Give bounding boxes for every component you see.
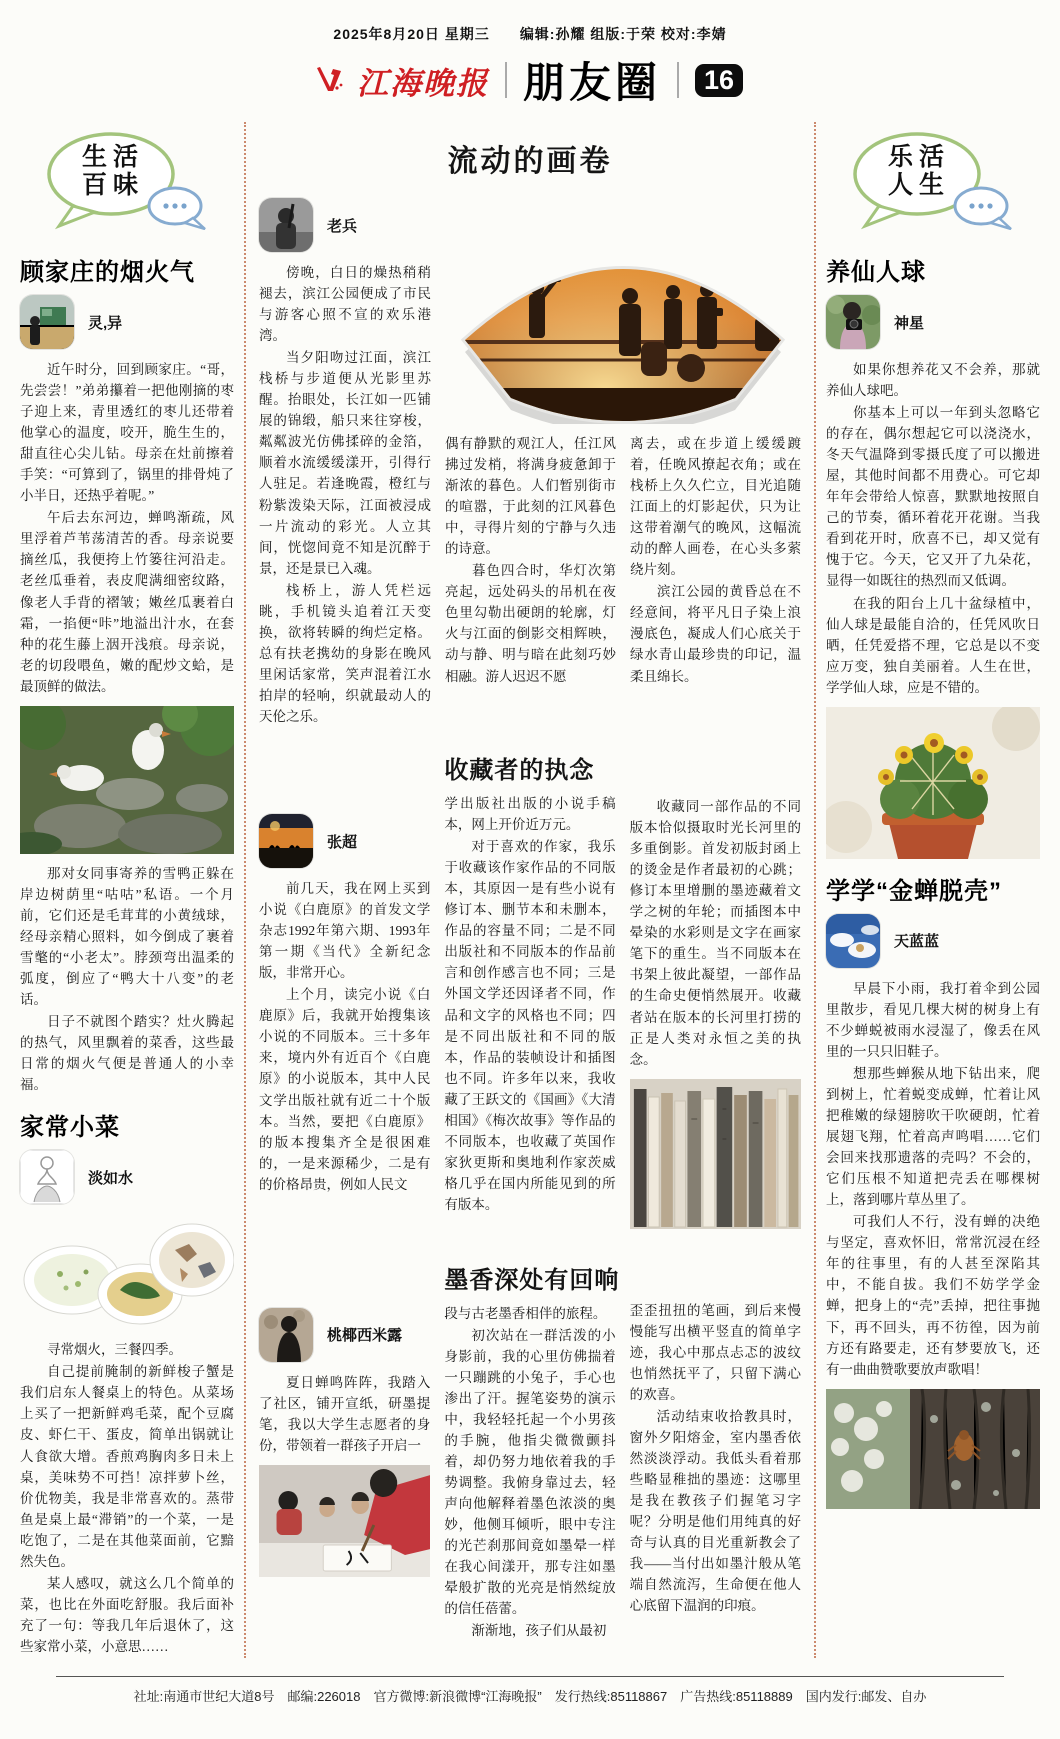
badge-line1: 生活 <box>81 144 144 171</box>
paragraph: 活动结束收拾教具时，窗外夕阳熔金，室内墨香依然淡淡浮动。我低头看着那些略显稚拙的墨迹：这哪里是我在教孩子们握笔习字呢？分明是他们用纯真的好奇与认真的目光重新教会了我——当付出如墨汁般从笔端自然流泻，生命便在他人心底留下温润的印痕。 <box>629 1408 801 1614</box>
avatar-laobing <box>259 198 313 252</box>
avatar-lingyi <box>20 295 74 349</box>
dishes-photo <box>20 1214 234 1330</box>
paragraph: 上个月，读完小说《白鹿原》后，我就开始搜集该小说的不同版本。三十多年来，境内外有近百个《白鹿原》的小说版本，其中人民文学出版社就有近二十个版本。当然，要把《白鹿原》的版本搜集齐全是很困难的，一是来源稀少，二是有的价格昂贵，例如人民文 <box>259 987 431 1192</box>
paragraph: 在我的阳台上几十盆绿植中，仙人球是最能自洽的，任凭风吹日晒，任凭爱搭不理，它总是以不变应万变，独自美丽着。人生在世，学学仙人球，应是不错的。 <box>826 595 1040 695</box>
paragraph: 午后去东河边，蝉鸣渐疏，风里浮着芦苇荡清苦的香。母亲说要摘丝瓜，我便挎上竹篓往河沿走。老丝瓜垂着，表皮爬满细密纹路，像老人手背的褶皱；嫩丝瓜裹着白霜，一掐便“咔”地溢出汁水，在套种的花生藤上洇开浅痕。母亲说，老的切段喂鱼，嫩的配炒文蛤，是最顶鲜的做法。 <box>20 510 234 694</box>
author-name: 淡如水 <box>88 1169 134 1187</box>
article-title-jinchan: 学学“金蝉脱壳” <box>826 877 1002 905</box>
paragraph: 学出版社出版的小说手稿本，网上开价近万元。 <box>444 796 616 833</box>
paragraph: 想那些蝉猴从地下钻出来，爬到树上，忙着蜕变成蝉，忙着让风把稚嫩的绿翅膀吹干吹硬朗，忙着展翅飞翔，忙着高声鸣唱……它们会回来找那遗落的壳吗？不会的，它们压根不知道把壳丢在哪棵树上，落到哪片草丛里了。 <box>826 1065 1040 1208</box>
avatar-zhangchao <box>259 814 313 868</box>
calligraphy-class-photo <box>259 1465 430 1577</box>
author-name: 老兵 <box>327 217 358 235</box>
paragraph: 离去，或在步道上缓缓踱着，任晚风撩起衣角；或在栈桥上久久伫立，目光追随江面上的灯影起伏，只为让这带着潮气的晚风，这幅流动的醉人画卷，在心头多萦绕片刻。 <box>630 436 801 578</box>
cactus-photo <box>826 707 1040 859</box>
left-column <box>20 122 234 1658</box>
masthead <box>20 48 1040 122</box>
life-flavors-badge <box>20 122 234 240</box>
article-title-liudong: 流动的画卷 <box>447 145 613 178</box>
article-shoucang <box>259 748 801 1238</box>
author-name: 天蓝蓝 <box>894 933 940 951</box>
paragraph: 暮色四合时，华灯次第亮起，远处码头的吊机在夜色里勾勒出硬朗的轮廓，灯火与江面的倒影交相辉映，动与静、明与暗在此刻巧妙相融。游人迟迟不愿 <box>445 563 616 684</box>
paragraph: 栈桥上，游人凭栏远眺，手机镜头追着江天变换，欲将转瞬的绚烂定格。总有扶老携幼的身影在晚风里闲话家常，笑声混着江水拍岸的轻响，织就最动人的天伦之乐。 <box>259 582 431 724</box>
article-title-shoucang: 收藏者的执念 <box>444 757 595 785</box>
bookshelf-photo <box>630 1079 801 1229</box>
badge-line2: 人生 <box>887 171 950 199</box>
byline <box>259 1308 430 1362</box>
article-title-gujiazhuang: 顾家庄的烟火气 <box>20 259 195 286</box>
paragraph: 初次站在一群活泼的小身影前，我的心里仿佛揣着一只蹦跳的小兔子，手心也渗出了汗。握笔姿势的演示中，我轻轻托起一个小男孩的手腕，他指尖微微颤抖着，却仍努力地依着我的手势调整。我俯身靠过去，轻声向他解释着墨色浓淡的奥妙，他侧耳倾听，眼中专注的光芒刹那间竟如墨晕一样在我心间漾开，那专注如墨晕般扩散的光亮是悄然绽放的信任蓓蕾。 <box>444 1327 616 1617</box>
paragraph: 寻常烟火，三餐四季。 <box>47 1342 182 1358</box>
paragraph: 日子不就图个踏实？灶火腾起的热气，风里飘着的菜香，这些最日常的烟火气便是普通人的小幸福。 <box>20 1014 234 1093</box>
article-liudong <box>259 190 801 728</box>
paragraph: 你基本上可以一年到头忽略它的存在，偶尔想起它可以浇浇水，冬天气温降到零摄氏度了可以搬进屋，其他时间都不用费心。可它却年年会带给人惊喜，默默地按照自己的节奏，循环着花开花谢。当我看到花开时，欣喜不已，却又觉有愧于它。今天，它又开了九朵花，显得一如既往的热烈而又低调。 <box>826 405 1040 589</box>
article-moxiang <box>259 1258 801 1643</box>
avatar-taoyexi <box>259 1308 313 1362</box>
right-column <box>826 122 1040 1658</box>
section-title: 朋友圈 <box>522 59 661 106</box>
paragraph: 段与古老墨香相伴的旅程。 <box>444 1305 607 1321</box>
sunset-fan-photo <box>445 192 801 424</box>
badge-line1: 乐活 <box>887 144 950 171</box>
footer-text: 社址:南通市世纪大道8号 邮编:226018 官方微博:新浪微博“江海晚报” 发行热线:85118867 广告热线:85118889 国内发行:邮发、自办 <box>133 1688 927 1704</box>
paragraph: 当夕阳吻过江面，滨江栈桥与步道便从光影里苏醒。抬眼处，长江如一匹铺展的锦缎，船只来往穿梭，粼粼波光仿佛揉碎的金箔，顺着水流缓缓漾开，引得行人驻足。若逢晚霞，橙红与粉紫泼染天际，江面被浸成一片流动的彩光。人立其间，恍惚间竟不知是沉醉于景，还是景已入魂。 <box>259 350 431 576</box>
byline <box>826 295 1040 349</box>
badge-line2: 百味 <box>81 171 144 199</box>
paragraph: 自己提前腌制的新鲜梭子蟹是我们启东人餐桌上的特色。从菜场上买了一把新鲜鸡毛菜，配个豆腐皮、虾仁干、蛋皮，简单出锅就让人食欲大增。香煎鸡胸肉多日未上桌，美味势不可挡！凉拌萝卜丝，价优物美，我是非常喜欢的。蒸带鱼是桌上最“滞销”的一个菜，一是吃饱了，二是在其他菜面前，它黯然失色。 <box>20 1364 234 1569</box>
author-name: 桃椰西米露 <box>327 1327 403 1345</box>
byline <box>20 295 234 349</box>
author-name: 张超 <box>327 833 358 851</box>
masthead-divider <box>505 62 507 98</box>
lohas-life-badge <box>826 122 1040 240</box>
paragraph: 渐渐地，孩子们从最初 <box>471 1623 607 1639</box>
page-number-badge: 16 <box>695 64 743 97</box>
paragraph: 偶有静默的观江人，任江风拂过发梢，将满身疲惫卸于渐浓的暮色。人们暂别街市的喧嚣，于此刻的江风暮色中，寻得片刻的宁静与久违的诗意。 <box>445 436 616 557</box>
paragraph: 前几天，我在网上买到小说《白鹿原》的首发文学杂志1992年第六期、1993年第一期《当代》全新纪念版，非常开心。 <box>259 881 431 981</box>
byline <box>826 914 1040 968</box>
paragraph: 那对女同事寄养的雪鸭正躲在岸边树荫里“咕咕”私语。一个月前，它们还是毛茸茸的小黄绒球，经母亲精心照料，如今倒成了裹着雪氅的“小老太”。脖颈弯出温柔的弧度，倒应了“鸭大十八变”的老话。 <box>20 865 234 1008</box>
paragraph: 如果你想养花又不会养，那就养仙人球吧。 <box>826 362 1040 399</box>
dateline <box>20 0 1040 48</box>
article-title-jiachang: 家常小菜 <box>20 1114 120 1142</box>
article-title-xianrenqiu: 养仙人球 <box>826 259 926 286</box>
article-title-moxiang: 墨香深处有回响 <box>444 1266 620 1294</box>
paragraph: 近午时分，回到顾家庄。“哥，先尝尝！”弟弟攥着一把他刚摘的枣子迎上来，青里透红的枣儿还带着他掌心的温度，咬开，脆生生的，甜直往心尖儿钻。母亲在灶前擦着手笑：“可算到了，锅里的排骨炖了小半日，还热乎着呢。” <box>20 362 234 504</box>
author-name: 灵,异 <box>88 314 123 332</box>
byline <box>259 198 431 252</box>
paragraph: 早晨下小雨，我打着伞到公园里散步，看见几棵大树的树身上有不少蝉蜕被雨水浸湿了，像丢在风里的一只只旧鞋子。 <box>826 980 1040 1059</box>
paragraph: 可我们人不行，没有蝉的决绝与坚定，喜欢怀旧，常常沉浸在经年的往事里，有的人甚至深陷其中，不能自拔。我们不妨学学金蝉，把身上的“壳”丢掉，把往事抛下，再不回头，再不彷徨，因为前方还有路要走，还有梦要放飞，还有一曲曲赞歌要放声歌唱！ <box>826 1214 1040 1377</box>
paragraph: 对于喜欢的作家，我乐于收藏该作家作品的不同版本，其原因一是有些小说有修订本、删节本和未删本，作品的容量不同；二是不同出版社和不同版本的作品前言和创作感言也不同；三是外国文学还因译者不同，作品和文字的风格也不同；四是不同出版社和不同的版本，作品的装帧设计和插图也不同。许多年以来，我收藏了王跃文的《国画》《大清相国》《梅次故事》等作品的不同版本，也收藏了英国作家狄更斯和奥地利作家茨威格几乎在国内所能见到的所有版本。 <box>444 839 616 1212</box>
credits-text: 编辑:孙耀 组版:于荣 校对:李婧 <box>519 26 727 42</box>
paragraph: 夏日蝉鸣阵阵，我踏入了社区，铺开宣纸，研墨提笔，我以大学生志愿者的身份，带领着一群孩子开启一 <box>259 1374 431 1453</box>
masthead-divider <box>677 62 679 98</box>
date-text: 2025年8月20日 星期三 <box>333 26 490 42</box>
paragraph: 滨江公园的黄昏总在不经意间，将平凡日子染上浪漫底色，凝成人们心底关于绿水青山最珍贵的印记，温柔且绵长。 <box>630 584 801 684</box>
author-name: 神星 <box>894 314 925 332</box>
paragraph: 某人感叹，就这么几个简单的菜，也比在外面吃舒服。我后面补充了一句：等我几年后退休了，这些家常小菜，小意思…… <box>20 1575 234 1654</box>
paragraph: 收藏同一部作品的不同版本恰似摄取时光长河里的多重倒影。首发初版封函上的烫金是作者最初的心跳；修订本里增删的墨迹藏着文学之树的年轮；而插图本中晕染的水彩则是文字在画家笔下的重生。当不同版本在书架上彼此凝望，一部作品的生命史便悄然展开。收藏者站在版本的长河里打捞的正是人类对永恒之美的执念。 <box>629 799 801 1067</box>
avatar-danrushui <box>20 1150 74 1204</box>
avatar-shenxing <box>826 295 880 349</box>
brand-mark-icon <box>317 61 351 100</box>
paragraph: 歪歪扭扭的笔画，到后来慢慢能写出横平竖直的简单字迹，我心中那点忐忑的波纹也悄然抚平了，只留下满心的欢喜。 <box>629 1302 801 1402</box>
byline <box>259 814 430 868</box>
footer-colophon <box>56 1676 1004 1739</box>
brand-logo <box>317 58 489 103</box>
middle-column <box>244 122 816 1658</box>
ducks-photo <box>20 706 234 854</box>
byline <box>20 1150 234 1204</box>
paragraph: 傍晚，白日的燥热稍稍褪去，滨江公园便成了市民与游客心照不宣的欢乐港湾。 <box>259 265 431 344</box>
cicada-shell-photo <box>826 1389 1040 1509</box>
avatar-tianlanlan <box>826 914 880 968</box>
brand-name: 江海晚报 <box>356 65 489 101</box>
